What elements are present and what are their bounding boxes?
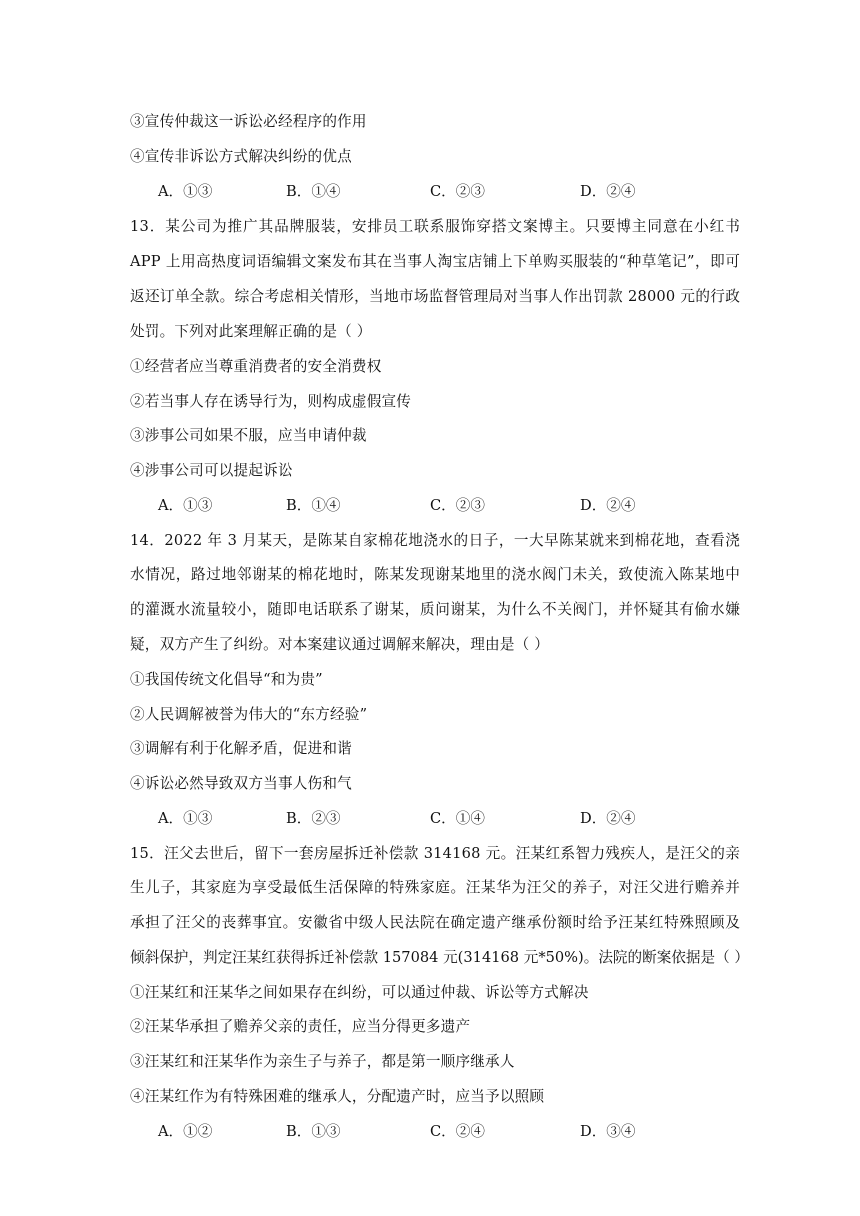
question-text-line: APP 上用高热度词语编辑文案发布其在当事人淘宝店铺上下单购买服装的“种草笔记”，即可 <box>130 253 740 270</box>
option-d[interactable]: D．②④ <box>580 183 636 200</box>
stem-item: ③调解有利于化解矛盾，促进和谐 <box>130 740 352 757</box>
stem-item: ①汪某红和汪某华之间如果存在纠纷，可以通过仲裁、诉讼等方式解决 <box>130 984 589 1001</box>
option-d[interactable]: D．②④ <box>580 810 636 827</box>
option-b[interactable]: B．①④ <box>286 497 341 514</box>
option-c[interactable]: C．②③ <box>430 183 485 200</box>
option-a[interactable]: A．①③ <box>158 183 213 200</box>
answer-options <box>158 807 718 827</box>
stem-item: ③汪某红和汪某华作为亲生子与养子，都是第一顺序继承人 <box>130 1053 515 1070</box>
option-a[interactable]: A．①③ <box>158 497 213 514</box>
stem-item: ②汪某华承担了赡养父亲的责任，应当分得更多遗产 <box>130 1018 471 1035</box>
stem-item: ②若当事人存在诱导行为，则构成虚假宣传 <box>130 393 412 410</box>
option-c[interactable]: C．①④ <box>430 810 485 827</box>
stem-item: ④宣传非诉讼方式解决纠纷的优点 <box>130 148 352 165</box>
question-text-line: 处罚。下列对此案理解正确的是（ ） <box>130 323 372 340</box>
answer-options <box>158 180 718 200</box>
stem-item: ②人民调解被誉为伟大的“东方经验” <box>130 706 368 723</box>
option-b[interactable]: B．①③ <box>286 1123 341 1140</box>
question-text-line: 13．某公司为推广其品牌服装，安排员工联系服饰穿搭文案博主。只要博主同意在小红书 <box>130 218 740 235</box>
stem-item: ①我国传统文化倡导“和为贵” <box>130 671 323 688</box>
question-text-line: 承担了汪父的丧葬事宜。安徽省中级人民法院在确定遗产继承份额时给予汪某红特殊照顾及 <box>130 914 740 931</box>
answer-options <box>158 494 718 514</box>
question-text-line: 生儿子，其家庭为享受最低生活保障的特殊家庭。汪某华为汪父的养子，对汪父进行赡养并 <box>130 879 740 896</box>
stem-item: ④涉事公司可以提起诉讼 <box>130 462 293 479</box>
question-text-line: 14．2022 年 3 月某天，是陈某自家棉花地浇水的日子，一大早陈某就来到棉花地，查看浇 <box>130 532 740 549</box>
question-text-line: 的灌溉水流量较小，随即电话联系了谢某，质问谢某，为什么不关阀门，并怀疑其有偷水嫌 <box>130 601 740 618</box>
question-text-line: 疑，双方产生了纠纷。对本案建议通过调解来解决，理由是（ ） <box>130 636 550 653</box>
option-b[interactable]: B．①④ <box>286 183 341 200</box>
stem-item: ③宣传仲裁这一诉讼必经程序的作用 <box>130 113 367 130</box>
answer-options <box>158 1120 718 1140</box>
option-a[interactable]: A．①③ <box>158 810 213 827</box>
question-text-line: 返还订单全款。综合考虑相关情形，当地市场监督管理局对当事人作出罚款 28000 元的行政 <box>130 288 740 305</box>
option-c[interactable]: C．②③ <box>430 497 485 514</box>
option-d[interactable]: D．②④ <box>580 497 636 514</box>
option-d[interactable]: D．③④ <box>580 1123 636 1140</box>
stem-item: ④诉讼必然导致双方当事人伤和气 <box>130 775 352 792</box>
stem-item: ①经营者应当尊重消费者的安全消费权 <box>130 358 382 375</box>
question-text-line: 倾斜保护，判定汪某红获得拆迁补偿款 157084 元(314168 元*50%)。法院的断案依据是（ ） <box>130 949 749 966</box>
question-text-line: 水情况，路过地邻谢某的棉花地时，陈某发现谢某地里的浇水阀门未关，致使流入陈某地中 <box>130 566 740 583</box>
option-b[interactable]: B．②③ <box>286 810 341 827</box>
stem-item: ④汪某红作为有特殊困难的继承人，分配遗产时，应当予以照顾 <box>130 1088 545 1105</box>
stem-item: ③涉事公司如果不服，应当申请仲裁 <box>130 427 367 444</box>
option-a[interactable]: A．①② <box>158 1123 213 1140</box>
question-text-line: 15．汪父去世后，留下一套房屋拆迁补偿款 314168 元。汪某红系智力残疾人，是汪父的亲 <box>130 845 740 862</box>
option-c[interactable]: C．②④ <box>430 1123 485 1140</box>
